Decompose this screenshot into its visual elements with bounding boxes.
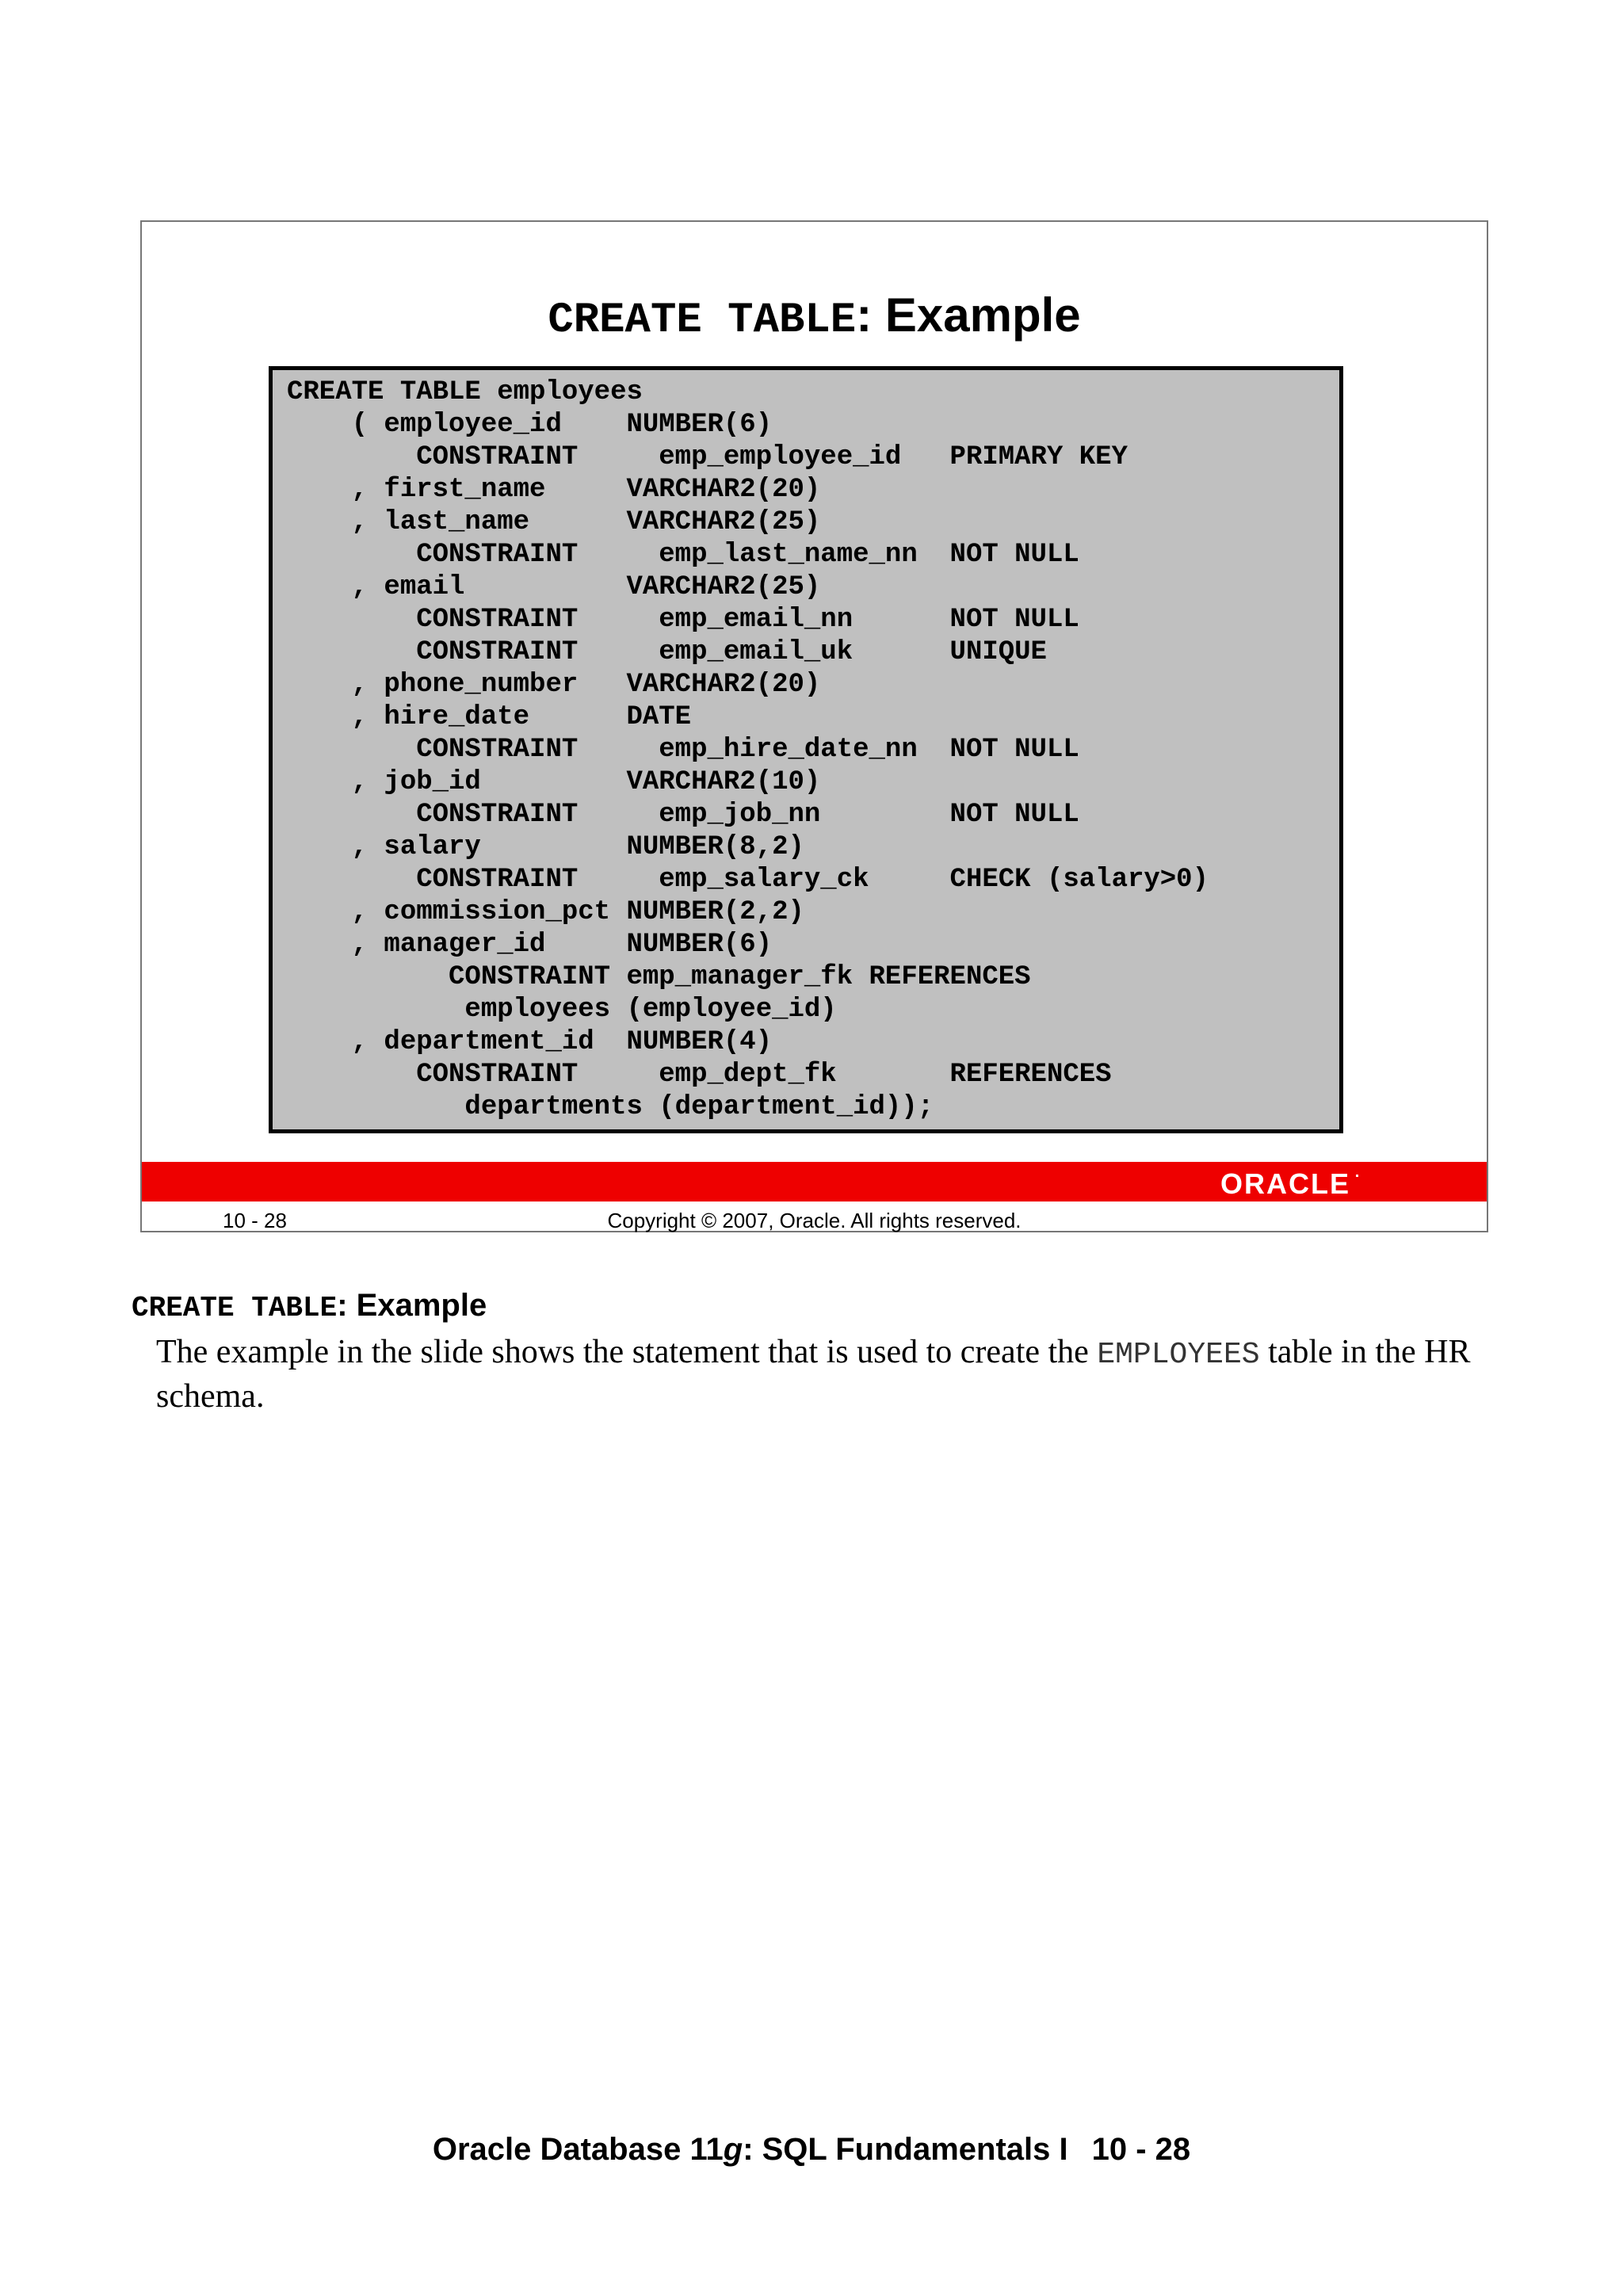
code-line: , department_id NUMBER(4) (287, 1027, 773, 1057)
code-line: CONSTRAINT emp_email_nn NOT NULL (287, 605, 1079, 635)
copyright-text: Copyright © 2007, Oracle. All rights reserved. (607, 1209, 1022, 1232)
slide-title-code: CREATE TABLE (548, 296, 857, 345)
slide (140, 220, 1488, 1232)
oracle-logo: ORACLE (1220, 1167, 1350, 1200)
code-line: CONSTRAINT emp_dept_fk REFERENCES (287, 1060, 1112, 1090)
notes-body (156, 1331, 1519, 1418)
code-line: CONSTRAINT emp_job_nn NOT NULL (287, 800, 1079, 830)
notes-heading-text: : Example (337, 1288, 487, 1323)
red-bar (142, 1162, 1487, 1201)
code-line: CONSTRAINT emp_employee_id PRIMARY KEY (287, 442, 1128, 472)
code-line: CONSTRAINT emp_salary_ck CHECK (salary>0) (287, 865, 1209, 895)
slide-title (142, 288, 1487, 345)
notes-body-before: The example in the slide shows the statement that is used to create the (156, 1334, 1098, 1370)
code-line: , hire_date DATE (287, 702, 692, 732)
code-line: , email VARCHAR2(25) (287, 572, 821, 602)
footer-suffix: : SQL Fundamentals I (743, 2132, 1068, 2167)
code-line: , phone_number VARCHAR2(20) (287, 670, 821, 700)
code-line: CONSTRAINT emp_last_name_nn NOT NULL (287, 540, 1079, 570)
footer-italic: g (723, 2132, 743, 2167)
code-line: , job_id VARCHAR2(10) (287, 767, 821, 797)
code-line: ( employee_id NUMBER(6) (287, 410, 773, 440)
code-block (269, 366, 1343, 1133)
code-line: CREATE TABLE employees (287, 377, 643, 407)
code-line: employees (employee_id) (287, 995, 837, 1025)
footer-page: 10 - 28 (1091, 2132, 1191, 2167)
page-footer (0, 2132, 1623, 2168)
code-line: departments (department_id)); (287, 1092, 934, 1122)
slide-number: 10 - 28 (223, 1209, 287, 1232)
code-line: , first_name VARCHAR2(20) (287, 475, 821, 505)
code-line: , salary NUMBER(8,2) (287, 832, 804, 862)
code-line: CONSTRAINT emp_email_uk UNIQUE (287, 637, 1047, 667)
copyright (142, 1209, 1487, 1233)
code-line: , last_name VARCHAR2(25) (287, 507, 821, 537)
notes-heading (132, 1288, 487, 1324)
notes-heading-code: CREATE TABLE (132, 1292, 338, 1324)
code-line: CONSTRAINT emp_hire_date_nn NOT NULL (287, 735, 1079, 765)
code-line: , manager_id NUMBER(6) (287, 930, 773, 960)
notes-body-code: EMPLOYEES (1097, 1338, 1260, 1372)
footer-prefix: Oracle Database 11 (432, 2132, 724, 2167)
code-line: CONSTRAINT emp_manager_fk REFERENCES (287, 962, 1031, 992)
slide-title-text: : Example (856, 288, 1081, 342)
code-line: , commission_pct NUMBER(2,2) (287, 897, 804, 927)
notes-body-after: table in the HR schema. (156, 1334, 1471, 1415)
